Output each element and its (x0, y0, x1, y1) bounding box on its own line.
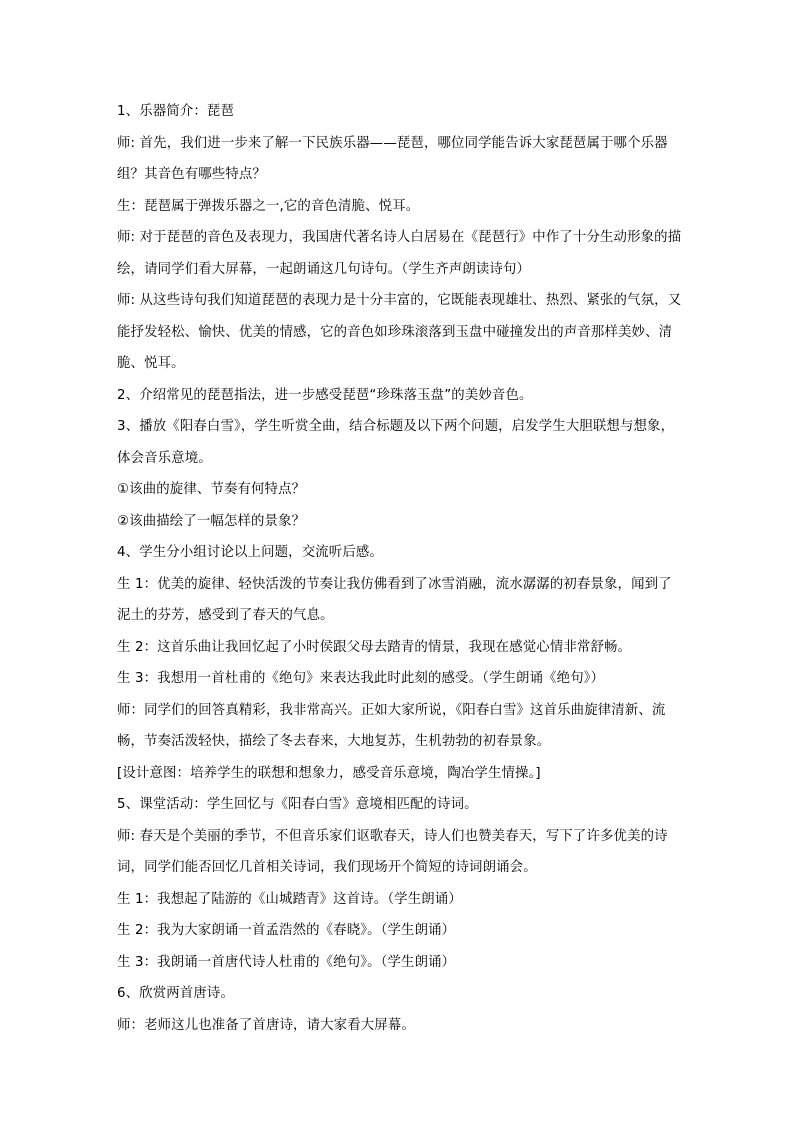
paragraph-4: 师: 对于琵琶的音色及表现力，我国唐代著名诗人白居易在《琵琶行》中作了十分生动形象的描绘，请同学们看大屏幕，一起朗诵这几句诗句。（学生齐声朗读诗句） (117, 230, 682, 277)
paragraph-7: 3、播放《阳春白雪》，学生听赏全曲，结合标题及以下两个问题，启发学生大胆联想与想象，体会音乐意境。 (117, 419, 675, 466)
paragraph-16: 5、课堂活动：学生回忆与《阳春白雪》意境相匹配的诗词。 (117, 797, 478, 812)
paragraph-5: 师: 从这些诗句我们知道琵琶的表现力是十分丰富的，它既能表现雄壮、热烈、紧张的气氛，又能抒发轻松、愉快、优美的情感，它的音色如珍珠滚落到玉盘中碰撞发出的声音那样美妙、清脆、悦耳。 (117, 293, 682, 371)
paragraph-18: 生 1：我想起了陆游的《山城踏青》这首诗。（学生朗诵） (117, 891, 462, 907)
paragraph-12: 生 2：这首乐曲让我回忆起了小时侯跟父母去踏青的情景，我现在感觉心情非常舒畅。 (117, 639, 632, 655)
paragraph-20: 生 3：我朗诵一首唐代诗人杜甫的《绝句》。（学生朗诵） (117, 954, 456, 970)
paragraph-15: [设计意图：培养学生的联想和想象力，感受音乐意境，陶冶学生情操。] (117, 765, 541, 781)
paragraph-8: ①该曲的旋律、节奏有何特点？ (117, 482, 306, 497)
paragraph-11: 生 1：优美的旋律、轻快活泼的节奏让我仿佛看到了冰雪消融，流水潺潺的初春景象，闻到了泥土的芬芳，感受到了春天的气息。 (117, 576, 672, 623)
paragraph-14: 师：同学们的回答真精彩，我非常高兴。正如大家所说，《阳春白雪》这首乐曲旋律清新、流畅，节奏活泼轻快，描绘了冬去春来，大地复苏，生机勃勃的初春景象。 (117, 702, 666, 749)
document-body (117, 96, 682, 1041)
paragraph-10: 4、学生分小组讨论以上问题，交流听后感。 (117, 545, 383, 560)
paragraph-9: ②该曲描绘了一幅怎样的景象？ (117, 513, 306, 529)
paragraph-1: 1、乐器简介：琵琶 (117, 104, 234, 119)
paragraph-6: 2、介绍常见的琵琶指法，进一步感受琵琶“珍珠落玉盘”的美妙音色。 (117, 387, 533, 403)
paragraph-13: 生 3：我想用一首杜甫的《绝句》来表达我此时此刻的感受。（学生朗诵《绝句》） (117, 671, 605, 686)
paragraph-2: 师: 首先，我们进一步来了解一下民族乐器——琵琶，哪位同学能告诉大家琵琶属于哪个乐器组？其音色有哪些特点？ (117, 135, 668, 182)
paragraph-22: 师：老师这儿也准备了首唐诗，请大家看大屏幕。 (117, 1017, 415, 1033)
paragraph-21: 6、欣赏两首唐诗。 (117, 986, 234, 1001)
paragraph-3: 生：琵琶属于弹拨乐器之一,它的音色清脆、悦耳。 (117, 198, 420, 214)
paragraph-19: 生 2：我为大家朗诵一首孟浩然的《春晓》。（学生朗诵） (117, 923, 456, 938)
paragraph-17: 师: 春天是个美丽的季节，不但音乐家们讴歌春天，诗人们也赞美春天，写下了许多优美的诗词，同学们能否回忆几首相关诗词，我们现场开个简短的诗词朗诵会。 (117, 828, 668, 875)
